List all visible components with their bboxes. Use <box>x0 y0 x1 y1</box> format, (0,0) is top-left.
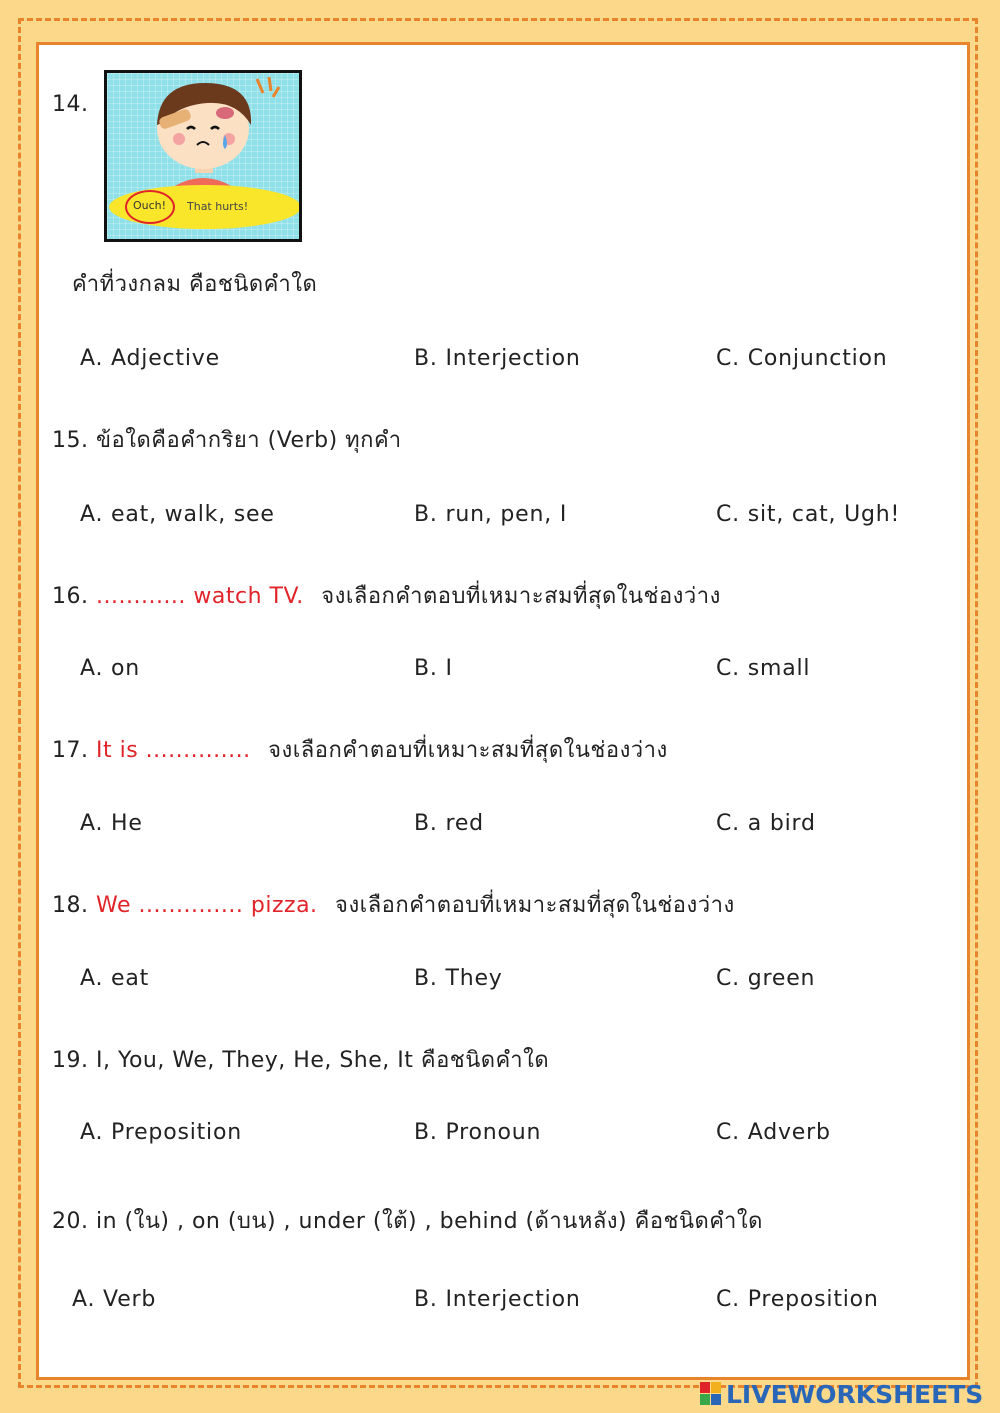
question-18-sentence: We .............. pizza. <box>96 893 318 918</box>
question-17-sentence: It is .............. <box>96 738 251 763</box>
worksheet-sheet <box>36 42 970 1380</box>
q15-option-c[interactable]: C. sit, cat, Ugh! <box>716 502 901 527</box>
question-20-text: 20. in (ใน) , on (บน) , under (ใต้) , behind (ด้านหลัง) คือชนิดคำใด <box>52 1209 763 1234</box>
hurt-boy-illustration <box>104 70 302 242</box>
question-19-text: 19. I, You, We, They, He, She, It คือชนิดคำใด <box>52 1048 550 1073</box>
bubble-rest-text: That hurts! <box>187 200 249 213</box>
question-15-text: 15. ข้อใดคือคำกริยา (Verb) ทุกคำ <box>52 428 402 453</box>
liveworksheets-logo-icon <box>700 1382 722 1406</box>
question-18-instruction: จงเลือกคำตอบที่เหมาะสมที่สุดในช่องว่าง <box>335 893 735 918</box>
question-14-prompt: คำที่วงกลม คือชนิดคำใด <box>72 272 318 297</box>
q15-option-b[interactable]: B. run, pen, I <box>414 502 568 527</box>
q20-option-a[interactable]: A. Verb <box>72 1287 157 1312</box>
question-16-line <box>52 578 721 613</box>
q18-option-c[interactable]: C. green <box>716 966 816 991</box>
question-14-number: 14. <box>52 92 89 117</box>
bubble-circled-word: Ouch! <box>133 199 167 212</box>
q19-option-b[interactable]: B. Pronoun <box>414 1120 542 1145</box>
q18-option-a[interactable]: A. eat <box>80 966 150 991</box>
q17-option-c[interactable]: C. a bird <box>716 811 816 836</box>
q14-option-a[interactable]: A. Adjective <box>80 346 220 371</box>
q16-option-c[interactable]: C. small <box>716 656 811 681</box>
question-18-line <box>52 887 735 922</box>
question-16-instruction: จงเลือกคำตอบที่เหมาะสมที่สุดในช่องว่าง <box>321 584 721 609</box>
question-17-line <box>52 732 668 767</box>
question-16-number: 16. <box>52 584 89 609</box>
q16-option-a[interactable]: A. on <box>80 656 141 681</box>
q15-option-a[interactable]: A. eat, walk, see <box>80 502 275 527</box>
question-18-number: 18. <box>52 893 89 918</box>
q14-option-b[interactable]: B. Interjection <box>414 346 581 371</box>
question-17-number: 17. <box>52 738 89 763</box>
question-16-sentence: ............ watch TV. <box>96 584 304 609</box>
q16-option-b[interactable]: B. I <box>414 656 453 681</box>
q20-option-c[interactable]: C. Preposition <box>716 1287 879 1312</box>
liveworksheets-brand-text: LIVEWORKSHEETS <box>726 1379 984 1409</box>
question-17-instruction: จงเลือกคำตอบที่เหมาะสมที่สุดในช่องว่าง <box>268 738 668 763</box>
q20-option-b[interactable]: B. Interjection <box>414 1287 581 1312</box>
q19-option-a[interactable]: A. Preposition <box>80 1120 242 1145</box>
liveworksheets-logo[interactable] <box>700 1378 983 1410</box>
q17-option-a[interactable]: A. He <box>80 811 143 836</box>
q19-option-c[interactable]: C. Adverb <box>716 1120 831 1145</box>
q17-option-b[interactable]: B. red <box>414 811 484 836</box>
q18-option-b[interactable]: B. They <box>414 966 503 991</box>
q14-option-c[interactable]: C. Conjunction <box>716 346 888 371</box>
